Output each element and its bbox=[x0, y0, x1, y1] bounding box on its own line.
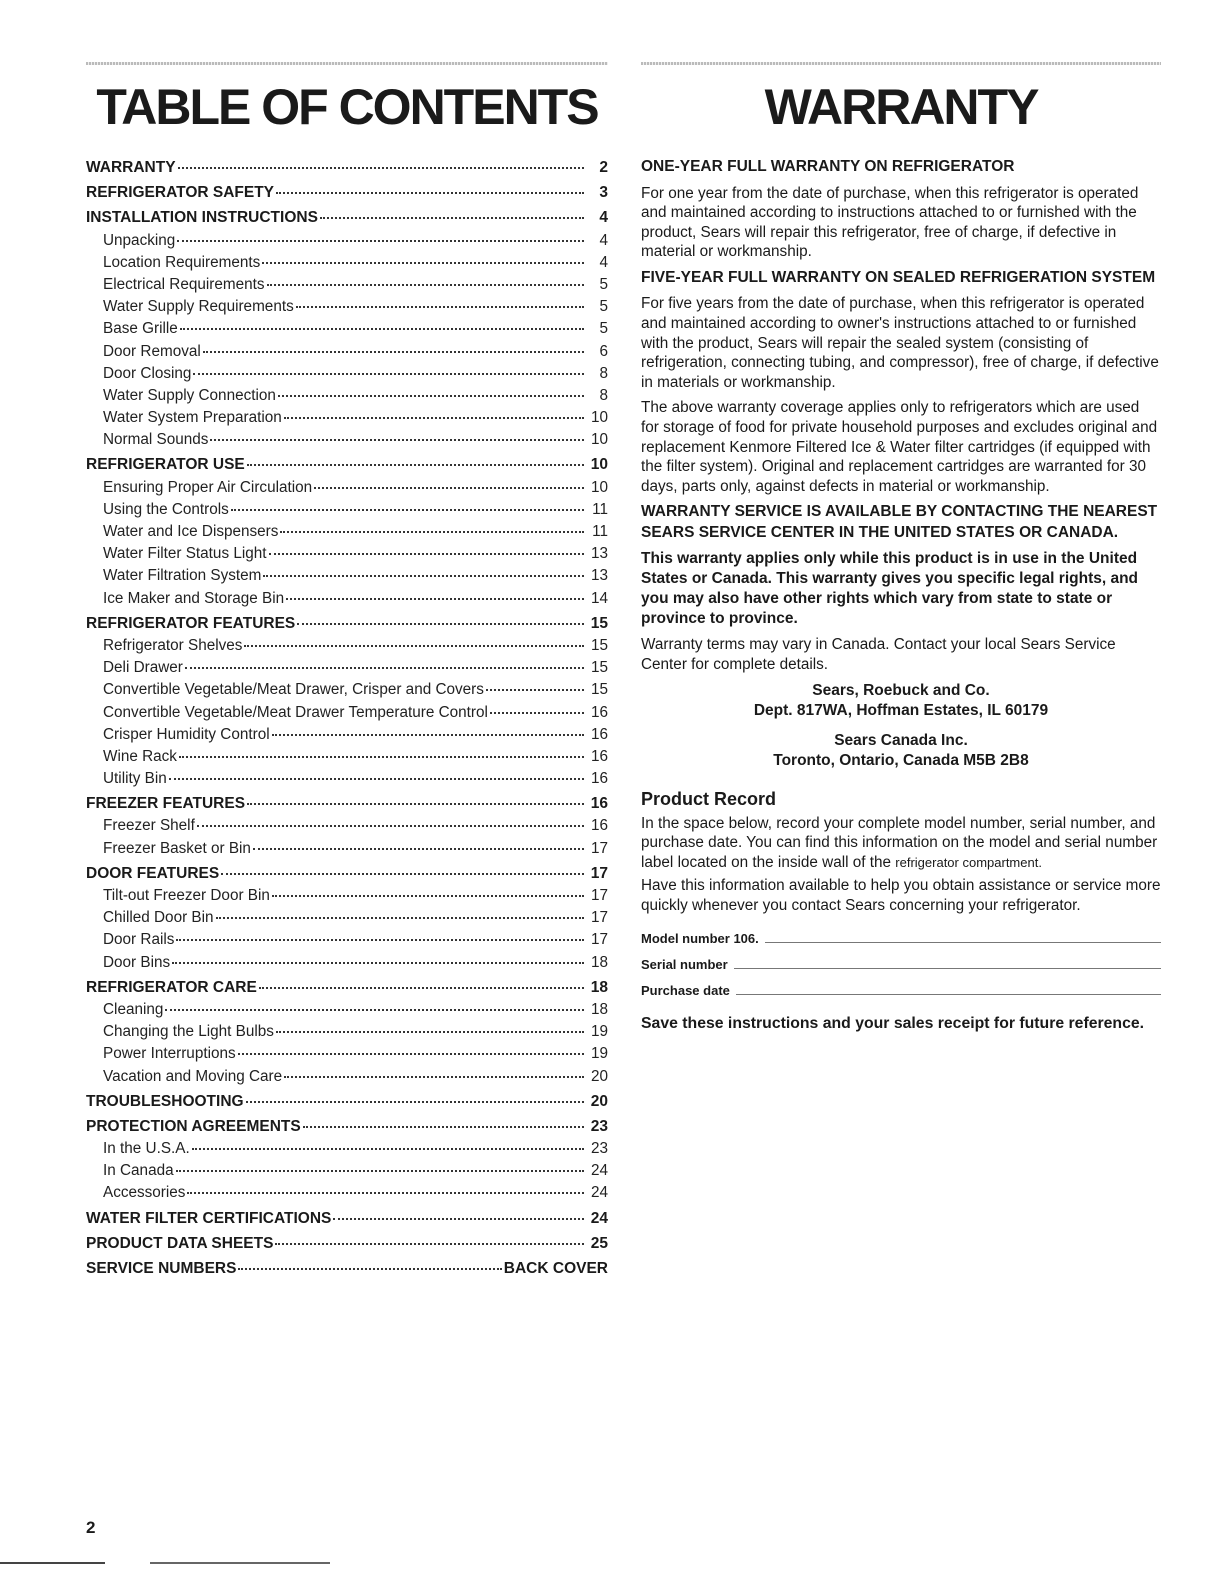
toc-section-entry bbox=[86, 1091, 608, 1113]
toc-subsection-entry bbox=[86, 724, 608, 746]
toc-entry-label: Water Supply Connection bbox=[103, 386, 276, 404]
toc-leader-dots bbox=[192, 1148, 584, 1150]
toc-leader-dots bbox=[259, 987, 584, 989]
toc-subsection-entry bbox=[86, 274, 608, 296]
toc-section-entry bbox=[86, 454, 608, 476]
toc-entry-label: REFRIGERATOR USE bbox=[86, 456, 245, 474]
toc-entry-label: Freezer Shelf bbox=[103, 817, 195, 835]
toc-entry-page: 13 bbox=[590, 545, 608, 563]
five-year-text: For five years from the date of purchase, when this refrigerator is operated and maintained according to owner's instructions attached to or furnished with the product, Sears will repair the sealed system (consisting of refrigeration, connecting tubing, and compressor), free of charge, if defective in materials or workmanship. bbox=[641, 295, 1159, 391]
product-record-intro-main: In the space below, record your complete model number, serial number, and purchase date. You can find this information on the model and serial number label located on the inside wall of the bbox=[641, 814, 1158, 871]
toc-entry-page: 24 bbox=[590, 1209, 608, 1227]
toc-entry-label: Accessories bbox=[103, 1184, 186, 1202]
top-divider bbox=[641, 62, 1161, 65]
toc-entry-label: Location Requirements bbox=[103, 253, 261, 271]
toc-leader-dots bbox=[221, 873, 584, 875]
toc-entry-label: Ice Maker and Storage Bin bbox=[103, 589, 285, 607]
toc-subsection-entry bbox=[86, 407, 608, 429]
toc-subsection-entry bbox=[86, 679, 608, 701]
toc-subsection-entry bbox=[86, 588, 608, 610]
toc-leader-dots bbox=[297, 623, 584, 625]
toc-list bbox=[86, 157, 608, 1280]
toc-entry-page: 16 bbox=[590, 703, 608, 721]
toc-section-entry bbox=[86, 1258, 608, 1280]
toc-subsection-entry bbox=[86, 341, 608, 363]
toc-subsection-entry bbox=[86, 657, 608, 679]
toc-entry-page: 25 bbox=[590, 1234, 608, 1252]
toc-entry-page: 4 bbox=[599, 253, 608, 271]
toc-leader-dots bbox=[197, 825, 584, 827]
toc-leader-dots bbox=[269, 553, 584, 555]
toc-entry-label: PRODUCT DATA SHEETS bbox=[86, 1234, 274, 1252]
toc-entry-page: 17 bbox=[590, 839, 608, 857]
toc-leader-dots bbox=[275, 1243, 584, 1245]
toc-entry-label: Cleaning bbox=[103, 1000, 164, 1018]
sears-canada-address bbox=[641, 731, 1161, 772]
toc-entry-page: 20 bbox=[590, 1092, 608, 1110]
toc-leader-dots bbox=[193, 373, 584, 375]
toc-leader-dots bbox=[238, 1268, 501, 1270]
toc-leader-dots bbox=[165, 1009, 584, 1011]
toc-entry-page: 5 bbox=[599, 298, 608, 316]
toc-entry-label: Changing the Light Bulbs bbox=[103, 1023, 274, 1041]
one-year-heading: ONE-YEAR FULL WARRANTY ON REFRIGERATOR bbox=[641, 158, 1015, 175]
toc-entry-page: 16 bbox=[590, 795, 608, 813]
product-record-title: Product Record bbox=[641, 788, 777, 809]
toc-entry-label: Chilled Door Bin bbox=[103, 909, 214, 927]
purchase-date-line[interactable] bbox=[736, 994, 1161, 995]
toc-entry-label: In the U.S.A. bbox=[103, 1140, 190, 1158]
toc-entry-page: 13 bbox=[590, 567, 608, 585]
toc-subsection-entry bbox=[86, 999, 608, 1021]
toc-entry-page: 11 bbox=[592, 500, 608, 518]
toc-leader-dots bbox=[210, 439, 584, 441]
toc-entry-label: REFRIGERATOR CARE bbox=[86, 978, 257, 996]
five-year-heading: FIVE-YEAR FULL WARRANTY ON SEALED REFRIGERATION SYSTEM bbox=[641, 268, 1156, 286]
coverage-text: The above warranty coverage applies only to refrigerators which are used for storage of food for private household purposes and excludes original and replacement Kenmore Filtered Ice & Water filter cartridges (if equipped with the filter system). Original and replacement cartridges are warranted for 30 days, parts only, against defects in material or workmanship. bbox=[641, 399, 1158, 495]
toc-entry-label: Water Filtration System bbox=[103, 567, 262, 585]
toc-subsection-entry bbox=[86, 1182, 608, 1204]
toc-entry-page: 4 bbox=[599, 209, 608, 227]
toc-leader-dots bbox=[238, 1053, 584, 1055]
toc-subsection-entry bbox=[86, 838, 608, 860]
toc-section-entry bbox=[86, 157, 608, 179]
toc-entry-page: 19 bbox=[590, 1023, 608, 1041]
serial-number-field[interactable] bbox=[641, 948, 1161, 972]
toc-subsection-entry bbox=[86, 1066, 608, 1088]
toc-leader-dots bbox=[272, 895, 584, 897]
toc-subsection-entry bbox=[86, 1043, 608, 1065]
toc-entry-page: 15 bbox=[590, 659, 608, 677]
toc-entry-page: 15 bbox=[590, 636, 608, 654]
toc-leader-dots bbox=[276, 192, 584, 194]
toc-section-entry bbox=[86, 182, 608, 204]
model-number-line[interactable] bbox=[765, 942, 1161, 943]
toc-subsection-entry bbox=[86, 635, 608, 657]
toc-entry-label: REFRIGERATOR FEATURES bbox=[86, 614, 296, 632]
toc-title: TABLE OF CONTENTS bbox=[96, 79, 598, 135]
toc-entry-page: 16 bbox=[590, 817, 608, 835]
toc-entry-page: 16 bbox=[590, 770, 608, 788]
toc-entry-label: FREEZER FEATURES bbox=[86, 795, 246, 813]
toc-leader-dots bbox=[280, 531, 584, 533]
toc-entry-label: Freezer Basket or Bin bbox=[103, 839, 251, 857]
toc-leader-dots bbox=[247, 803, 584, 805]
toc-leader-dots bbox=[203, 351, 584, 353]
toc-subsection-entry bbox=[86, 318, 608, 340]
toc-leader-dots bbox=[246, 1101, 584, 1103]
toc-leader-dots bbox=[267, 284, 584, 286]
address-line: Sears Canada Inc. bbox=[834, 732, 968, 750]
toc-leader-dots bbox=[172, 962, 584, 964]
toc-entry-label: Door Closing bbox=[103, 364, 192, 382]
toc-leader-dots bbox=[272, 734, 584, 736]
toc-entry-label: Door Bins bbox=[103, 953, 171, 971]
toc-entry-page: 10 bbox=[590, 478, 608, 496]
toc-section-entry bbox=[86, 1233, 608, 1255]
toc-leader-dots bbox=[286, 598, 584, 600]
sears-us-address bbox=[641, 681, 1161, 722]
table-of-contents bbox=[86, 62, 608, 1280]
toc-entry-page: 23 bbox=[590, 1140, 608, 1158]
toc-subsection-entry bbox=[86, 815, 608, 837]
toc-entry-page: 3 bbox=[599, 184, 608, 202]
toc-subsection-entry bbox=[86, 521, 608, 543]
toc-leader-dots bbox=[303, 1126, 584, 1128]
toc-leader-dots bbox=[178, 167, 584, 169]
toc-entry-label: Vacation and Moving Care bbox=[103, 1067, 283, 1085]
toc-section-entry bbox=[86, 613, 608, 635]
toc-entry-page: 6 bbox=[599, 342, 608, 360]
toc-leader-dots bbox=[263, 575, 584, 577]
toc-leader-dots bbox=[244, 645, 584, 647]
toc-subsection-entry bbox=[86, 952, 608, 974]
toc-leader-dots bbox=[284, 1076, 584, 1078]
product-record-intro-small: refrigerator compartment. bbox=[895, 854, 1042, 870]
toc-entry-page: 5 bbox=[599, 320, 608, 338]
warranty-section bbox=[641, 62, 1161, 1034]
model-number-label: Model number 106. bbox=[641, 930, 759, 946]
toc-entry-label: Convertible Vegetable/Meat Drawer Temperature Control bbox=[103, 703, 488, 721]
toc-leader-dots bbox=[231, 509, 584, 511]
toc-entry-label: Base Grille bbox=[103, 320, 178, 338]
toc-entry-page: 10 bbox=[590, 456, 608, 474]
toc-entry-page: 17 bbox=[590, 864, 608, 882]
toc-subsection-entry bbox=[86, 543, 608, 565]
toc-entry-label: Refrigerator Shelves bbox=[103, 636, 243, 654]
toc-entry-label: WARRANTY bbox=[86, 159, 176, 176]
toc-leader-dots bbox=[185, 667, 584, 669]
purchase-date-field[interactable] bbox=[641, 974, 1161, 998]
save-instructions-note: Save these instructions and your sales receipt for future reference. bbox=[641, 1014, 1145, 1032]
toc-entry-label: Electrical Requirements bbox=[103, 275, 265, 293]
toc-entry-label: Utility Bin bbox=[103, 770, 167, 788]
one-year-text: For one year from the date of purchase, when this refrigerator is operated and maintained according to instructions attached to or furnished with the product, Sears will repair this refrigerator, free of charge, if defective in material or workmanship. bbox=[641, 184, 1139, 261]
toc-entry-page: 24 bbox=[590, 1184, 608, 1202]
toc-entry-label: Wine Rack bbox=[103, 747, 177, 765]
toc-entry-page: 19 bbox=[590, 1045, 608, 1063]
toc-entry-page: 11 bbox=[592, 523, 608, 540]
toc-leader-dots bbox=[180, 328, 584, 330]
toc-subsection-entry bbox=[86, 907, 608, 929]
toc-entry-label: PROTECTION AGREEMENTS bbox=[86, 1117, 301, 1135]
top-divider bbox=[86, 62, 608, 65]
toc-entry-label: Convertible Vegetable/Meat Drawer, Crisper and Covers bbox=[103, 681, 484, 699]
toc-leader-dots bbox=[278, 395, 584, 397]
toc-section-entry bbox=[86, 793, 608, 815]
toc-leader-dots bbox=[179, 756, 584, 758]
service-heading: WARRANTY SERVICE IS AVAILABLE BY CONTACTING THE NEAREST SEARS SERVICE CENTER IN THE UNITED STATES OR CANADA. bbox=[641, 503, 1158, 541]
toc-leader-dots bbox=[169, 778, 584, 780]
toc-subsection-entry bbox=[86, 768, 608, 790]
toc-subsection-entry bbox=[86, 499, 608, 521]
toc-entry-label: Tilt-out Freezer Door Bin bbox=[103, 887, 270, 904]
toc-leader-dots bbox=[314, 487, 584, 489]
toc-entry-page: 8 bbox=[599, 386, 608, 404]
toc-leader-dots bbox=[320, 217, 584, 219]
toc-leader-dots bbox=[262, 262, 584, 264]
toc-entry-page: 10 bbox=[590, 431, 608, 449]
purchase-date-label: Purchase date bbox=[641, 982, 730, 998]
toc-entry-page: 4 bbox=[599, 231, 608, 249]
toc-subsection-entry bbox=[86, 746, 608, 768]
toc-leader-dots bbox=[276, 1031, 584, 1033]
toc-entry-label: SERVICE NUMBERS bbox=[86, 1260, 237, 1277]
toc-entry-label: Using the Controls bbox=[103, 500, 229, 518]
serial-number-line[interactable] bbox=[734, 968, 1161, 969]
toc-entry-label: WATER FILTER CERTIFICATIONS bbox=[86, 1209, 332, 1227]
toc-entry-page: 16 bbox=[590, 747, 608, 765]
toc-subsection-entry bbox=[86, 1160, 608, 1182]
toc-section-entry bbox=[86, 207, 608, 229]
page-number: 2 bbox=[86, 1518, 96, 1537]
toc-entry-label: In Canada bbox=[103, 1162, 174, 1180]
toc-entry-label: Water and Ice Dispensers bbox=[103, 523, 279, 540]
toc-entry-label: REFRIGERATOR SAFETY bbox=[86, 184, 275, 202]
warranty-title: WARRANTY bbox=[764, 79, 1038, 135]
toc-entry-page: 16 bbox=[590, 725, 608, 743]
toc-subsection-entry bbox=[86, 252, 608, 274]
toc-entry-label: Power Interruptions bbox=[103, 1045, 236, 1063]
toc-entry-label: Water Supply Requirements bbox=[103, 298, 294, 316]
rights-text: This warranty applies only while this product is in use in the United States or Canada. This warranty gives you specific legal rights, and you may also have other rights which vary from state to state or province to province. bbox=[641, 550, 1139, 628]
toc-entry-page: 15 bbox=[590, 681, 608, 699]
toc-subsection-entry bbox=[86, 230, 608, 252]
address-line: Dept. 817WA, Hoffman Estates, IL 60179 bbox=[753, 701, 1049, 719]
canada-text: Warranty terms may vary in Canada. Contact your local Sears Service Center for complete details. bbox=[641, 636, 1116, 673]
serial-number-label: Serial number bbox=[641, 956, 728, 972]
toc-section-entry bbox=[86, 1208, 608, 1230]
toc-leader-dots bbox=[253, 848, 584, 850]
toc-leader-dots bbox=[177, 240, 584, 242]
toc-entry-page: 18 bbox=[590, 953, 608, 971]
toc-leader-dots bbox=[296, 306, 584, 308]
toc-entry-page: 10 bbox=[590, 409, 608, 427]
toc-entry-page: 20 bbox=[590, 1067, 608, 1085]
toc-entry-page: 23 bbox=[590, 1117, 608, 1135]
toc-subsection-entry bbox=[86, 1138, 608, 1160]
toc-entry-page: 17 bbox=[590, 887, 608, 904]
toc-entry-page: 14 bbox=[590, 589, 608, 607]
toc-subsection-entry bbox=[86, 363, 608, 385]
toc-entry-label: TROUBLESHOOTING bbox=[86, 1092, 244, 1110]
toc-subsection-entry bbox=[86, 929, 608, 951]
toc-leader-dots bbox=[284, 417, 584, 419]
toc-entry-label: Ensuring Proper Air Circulation bbox=[103, 478, 313, 496]
toc-entry-label: Normal Sounds bbox=[103, 431, 209, 449]
bottom-divider bbox=[0, 1562, 330, 1564]
toc-subsection-entry bbox=[86, 296, 608, 318]
toc-subsection-entry bbox=[86, 477, 608, 499]
toc-subsection-entry bbox=[86, 885, 608, 907]
toc-entry-label: DOOR FEATURES bbox=[86, 864, 220, 882]
toc-entry-page: 24 bbox=[590, 1162, 608, 1180]
toc-leader-dots bbox=[187, 1192, 584, 1194]
toc-entry-page: 17 bbox=[590, 909, 608, 927]
toc-entry-page: 15 bbox=[590, 614, 608, 632]
toc-leader-dots bbox=[216, 917, 584, 919]
toc-entry-label: Crisper Humidity Control bbox=[103, 725, 270, 743]
toc-subsection-entry bbox=[86, 565, 608, 587]
toc-entry-page: 18 bbox=[590, 1000, 608, 1018]
toc-entry-page: 5 bbox=[599, 275, 608, 293]
toc-entry-label: Door Removal bbox=[103, 342, 201, 360]
toc-section-entry bbox=[86, 863, 608, 885]
toc-entry-page: 17 bbox=[590, 931, 608, 949]
toc-entry-label: Door Rails bbox=[103, 931, 175, 949]
toc-entry-page: 8 bbox=[599, 364, 608, 382]
toc-leader-dots bbox=[176, 939, 584, 941]
toc-subsection-entry bbox=[86, 1021, 608, 1043]
toc-entry-label: Water Filter Status Light bbox=[103, 545, 267, 563]
model-number-field[interactable] bbox=[641, 922, 1161, 946]
toc-entry-page: 18 bbox=[590, 978, 608, 996]
toc-subsection-entry bbox=[86, 429, 608, 451]
toc-entry-label: Water System Preparation bbox=[103, 409, 282, 427]
toc-leader-dots bbox=[333, 1218, 584, 1220]
toc-section-entry bbox=[86, 977, 608, 999]
toc-leader-dots bbox=[176, 1170, 584, 1172]
product-record-assist: Have this information available to help you obtain assistance or service more quickly whenever you contact Sears concerning your refrigerator. bbox=[641, 877, 1161, 915]
address-line: Sears, Roebuck and Co. bbox=[812, 681, 990, 699]
toc-section-entry bbox=[86, 1116, 608, 1138]
toc-subsection-entry bbox=[86, 385, 608, 407]
toc-leader-dots bbox=[247, 464, 584, 466]
toc-entry-page: 2 bbox=[599, 159, 608, 176]
toc-leader-dots bbox=[486, 689, 584, 691]
product-record-intro bbox=[641, 814, 1161, 873]
toc-entry-label: INSTALLATION INSTRUCTIONS bbox=[86, 209, 318, 227]
toc-subsection-entry bbox=[86, 702, 608, 724]
address-line: Toronto, Ontario, Canada M5B 2B8 bbox=[773, 752, 1029, 770]
toc-leader-dots bbox=[490, 712, 584, 714]
toc-entry-label: Deli Drawer bbox=[103, 659, 183, 677]
toc-entry-page: BACK COVER bbox=[503, 1260, 608, 1277]
toc-entry-label: Unpacking bbox=[103, 231, 176, 249]
